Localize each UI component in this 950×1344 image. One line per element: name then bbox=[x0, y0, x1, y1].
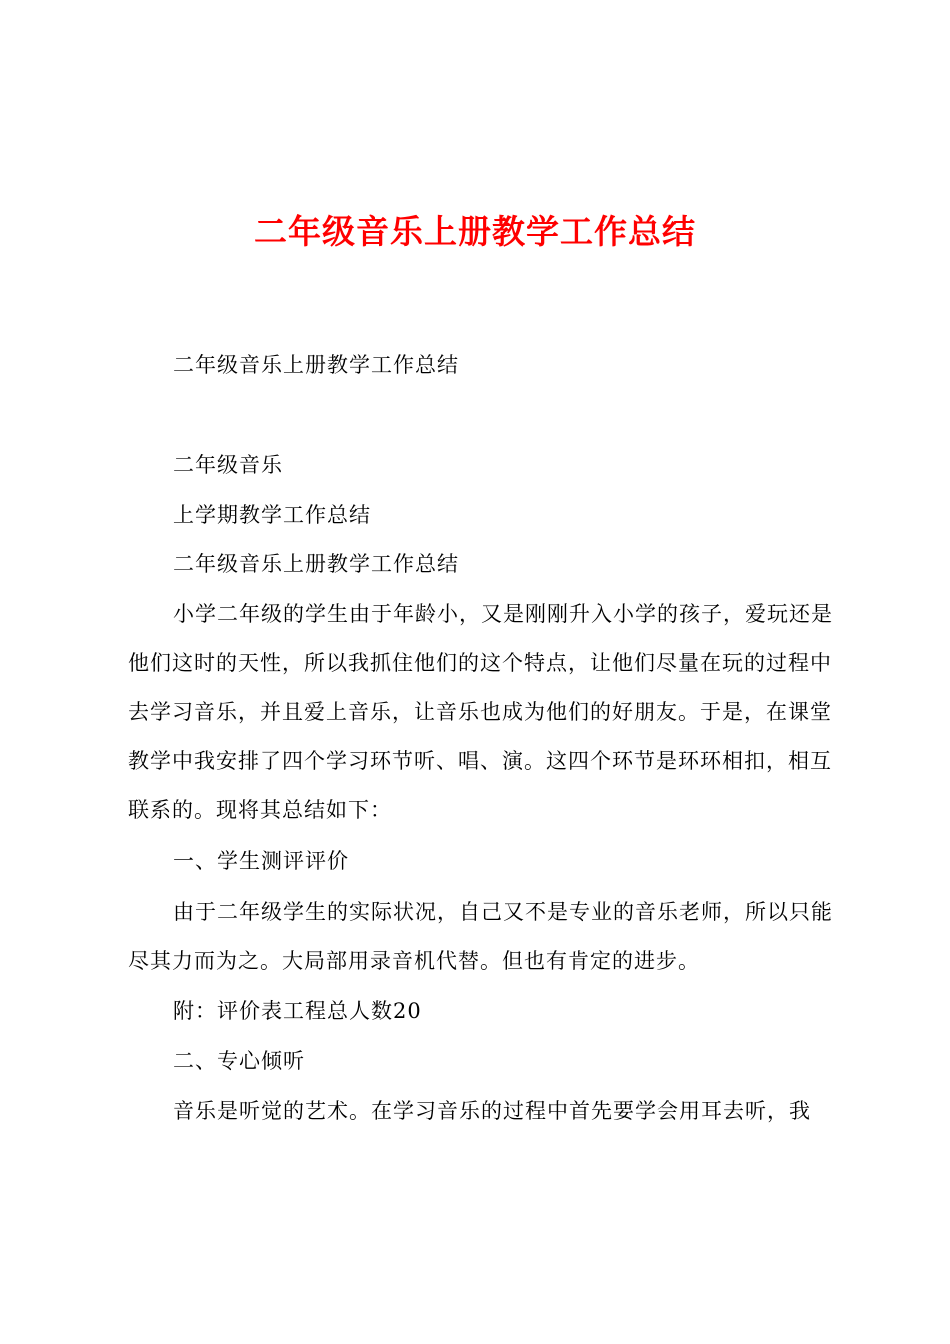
body-paragraph: 由于二年级学生的实际状况，自己又不是专业的音乐老师，所以只能尽其力而为之。大局部用录音机代替。但也有肯定的进步。 bbox=[128, 900, 833, 973]
section-heading: 二、专心倾听 bbox=[173, 1049, 305, 1073]
subtitle-text: 二年级音乐上册教学工作总结 bbox=[173, 552, 459, 576]
body-paragraph: 音乐是听觉的艺术。在学习音乐的过程中首先要学会用耳去听，我 bbox=[173, 1099, 811, 1123]
subtitle-text: 上学期教学工作总结 bbox=[173, 503, 371, 527]
subtitle-text: 二年级音乐上册教学工作总结 bbox=[173, 353, 459, 377]
body-paragraph: 小学二年级的学生由于年龄小，又是刚刚升入小学的孩子，爱玩还是他们这时的天性，所以我抓住他们的这个特点，让他们尽量在玩的过程中去学习音乐，并且爱上音乐，让音乐也成为他们的好朋友。于是，在课堂教学中我安排了四个学习环节听、唱、演。这四个环节是环环相扣，相互联系的。现将其总结如下： bbox=[128, 602, 833, 822]
subtitle-text: 二年级音乐 bbox=[173, 453, 283, 477]
section-heading: 一、学生测评评价 bbox=[173, 849, 349, 873]
document-title: 二年级音乐上册教学工作总结 bbox=[254, 212, 696, 251]
note-text: 附：评价表工程总人数20 bbox=[173, 999, 422, 1023]
